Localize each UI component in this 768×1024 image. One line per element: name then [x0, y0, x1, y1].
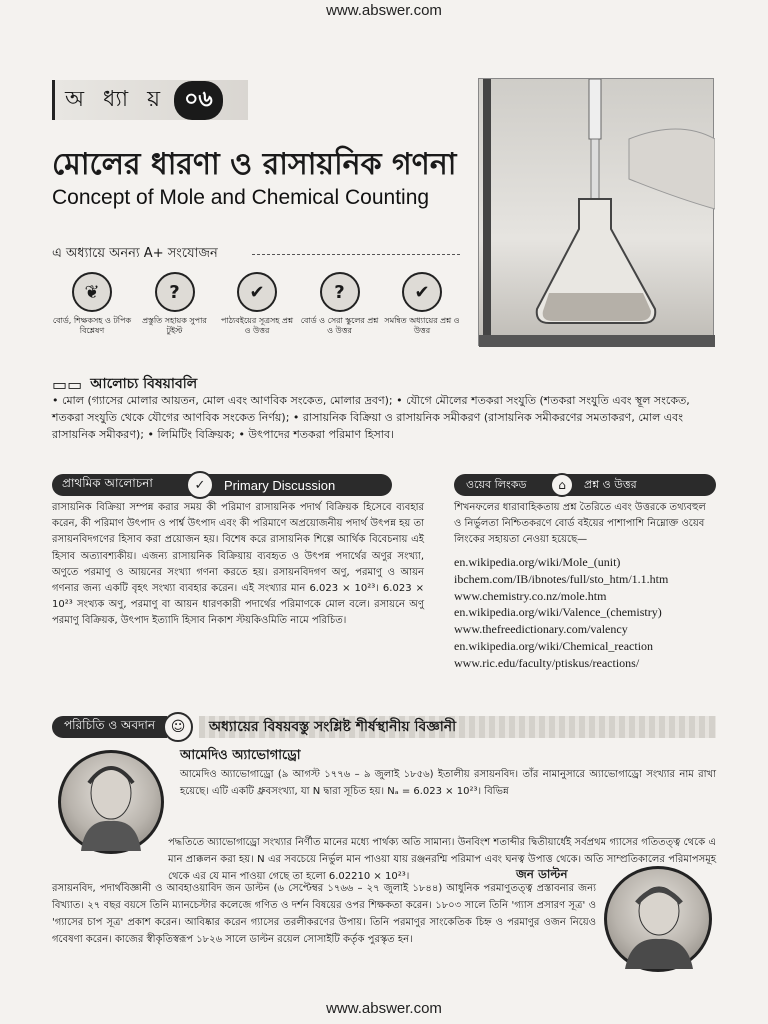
book-icon: ?: [320, 272, 360, 312]
book-open-icon: ▭▭: [52, 374, 83, 394]
feature-label: পাঠ্যবইয়ের সূত্রসহ প্রশ্ন ও উত্তর: [220, 316, 294, 335]
checkmark-icon: ✓: [186, 471, 214, 499]
badge-icon: ✔: [402, 272, 442, 312]
primary-discussion-text: রাসায়নিক বিক্রিয়া সম্পন্ন করার সময় কী পরিমাণ রাসায়নিক পদার্থ বিক্রিয়ক হিসেবে ব্যবহার করেন, কী পরিমাণ উৎপাদ ও পার্শ্ব উৎপাদ এবং কী পরিমাণে অপ্রয়োজনীয় পদার্থ উৎপন্ন হয় তা রসায়নবিদগণের হিসাব করা প্রয়োজন হয়। বিশেষ করে রাসায়নিক শিল্পে আর্থিক বিবেচনায় এই হিসাব অত্যাবশ্যকীয়। এজন্য রাসায়নিক বিক্রিয়ায় ব্যবহৃত ও উৎপন্ন পদার্থের অণুর সংখ্যা, অণুতে পরমাণু ও আয়নের সংখ্যা গণনা করতে হয়। রসায়নবিদগণ অণু, পরমাণু ও আয়ন গণনার জন্য একটি বৃহৎ সংখ্যা ব্যবহার করেন। এই সংখ্যার মান 6.023 × 10²³। 6.023 × 10²³ সংখ্যক অণু, পরমাণু বা আয়ন ধারণকারী পদার্থের পরিমাণকে মোল বলে। রসায়নে অণু পরমাণু বিক্রিয়ক, উৎপাদ ইত্যাদি হিসাব নিকাশ স্টয়কিওমিতি নামে পরিচিত।: [52, 502, 424, 627]
web-link[interactable]: www.ric.edu/faculty/ptiskus/reactions/: [454, 655, 640, 670]
lock-icon: ⌂: [550, 473, 574, 497]
primary-discussion-label-en: Primary Discussion: [224, 477, 336, 493]
leaf-icon: ❦: [72, 272, 112, 312]
topics-heading-text: আলোচ্য বিষয়াবলি: [90, 376, 198, 392]
dalton-portrait: [604, 866, 712, 972]
chapter-word: অ ধ্যা য়: [65, 86, 167, 112]
web-linked-header: [454, 474, 716, 496]
dalton-name: জন ডাল্টন: [516, 867, 568, 881]
feature-item: [382, 272, 462, 344]
scientists-label: পরিচিতি ও অবদান: [52, 716, 167, 738]
web-link[interactable]: ibchem.com/IB/ibnotes/full/sto_htm/1.1.htm: [454, 571, 669, 586]
flask-photo: [478, 78, 714, 346]
avogadro-bio: আমেদিও অ্যাভোগাড্রো (৯ আগস্ট ১৭৭৬ – ৯ জুলাই ১৮৫৬) ইতালীয় রসায়নবিদ। তাঁর নামানুসারে অ্যাভোগাড্রো সংখ্যার নাম রাখা হয়েছে। এটি একটি ধ্রুবসংখ্যা, যা N দ্বারা সূচিত হয়। Nₐ = 6.023 × 10²³। বিভিন্ন: [180, 769, 716, 797]
web-link[interactable]: en.wikipedia.org/wiki/Chemical_reaction: [454, 638, 654, 653]
dalton-figure: [607, 869, 709, 969]
feature-label: সমন্বিত অধ্যায়ের প্রশ্ন ও উত্তর: [384, 316, 460, 335]
chapter-badge: [52, 80, 248, 120]
check-icon: ✔: [237, 272, 277, 312]
flask-illustration: [479, 79, 715, 347]
web-linked-intro: শিখনফলের ধারাবাহিকতায় প্রশ্ন তৈরিতে এবং উত্তরকে তথ্যবহুল ও নির্ভুলতা নিশ্চিতকরণে বোর্ড বইয়ের পাশাপাশি নিম্নোক্ত ওয়েব লিংকের সহায়তা নেওয়া হয়েছে—: [454, 502, 706, 545]
chapter-number: ০৬: [174, 81, 223, 120]
chapter-title-en: Concept of Mole and Chemical Counting: [52, 186, 430, 209]
web-link[interactable]: www.thefreedictionary.com/valency: [454, 622, 628, 637]
primary-discussion-header: [52, 474, 392, 496]
qa-label: প্রশ্ন ও উত্তর: [584, 477, 637, 491]
topics-body: • মোল (গ্যাসের মোলার আয়তন, মোল এবং আণবিক সংকেত, মোলার দ্রবণ); • যৌগে মৌলের শতকরা সংযুতি (শতকরা সংযুতি এবং স্থূল সংকেত, শতকরা সংযুতি থেকে যৌগের আণবিক সংকেত নির্ণয়); • রাসায়নিক বিক্রিয়া ও রাসায়নিক সমীকরণ (রাসায়নিক সমীকরণের সমতাকরণ, মোল এবং রাসায়নিক সমীকরণ); • লিমিটিং বিক্রিয়ক; • উৎপাদের শতকরা পরিমাণ হিসাব।: [52, 394, 690, 441]
features-row: [52, 272, 462, 344]
feature-item: [135, 272, 215, 344]
web-link[interactable]: www.chemistry.co.nz/mole.htm: [454, 588, 607, 603]
feature-item: [217, 272, 297, 344]
scientists-header: [52, 714, 716, 740]
dalton-bio: রসায়নবিদ, পদার্থবিজ্ঞানী ও আবহাওয়াবিদ জন ডাল্টন (৬ সেপ্টেম্বর ১৭৬৬ – ২৭ জুলাই ১৮৪৪) আধুনিক পরমাণুতত্ত্ব প্রস্তাবনার জন্য বিখ্যাত। ২৭ বছর বয়সে তিনি ম্যানচেস্টার কলেজে গণিত ও দর্শন বিষয়ের ওপর শিক্ষকতা করেন। ১৮০৩ সালে তিনি 'গ্যাস প্রসারণ সূত্র' ও 'গ্যাসের চাপ সূত্র' প্রকাশ করেন। আবিষ্কার করেন গ্যাসের তরলীকরণের উপায়। তিনি পরমাণুর সাংকেতিক চিহ্ন ও পরমাণুর ওজন নিয়েও গবেষণা করেন। কাজের স্বীকৃতিস্বরূপ ১৮২৬ সালে ডাল্টন রয়েল সোসাইটি কর্তৃক পুরস্কৃত হন।: [52, 883, 596, 945]
person-icon: ☺: [163, 712, 193, 742]
avogadro-bio-cont: পদ্ধতিতে অ্যাভোগাড্রো সংখ্যার নির্ণীত মানের মধ্যে পার্থক্য অতি সামান্য। উনবিংশ শতাব্দীর দ্বিতীয়ার্ধেই সর্বপ্রথম গ্যাসের গতিতত্ত্ব থেকে এ মান প্রাক্কলন করা হয়। N এর সবচেয়ে নির্ভুল মান পাওয়া যায় রঞ্জনরশ্মি পরিমাপ এবং ঘনত্ব উপাত্ত থেকে। অতি সাম্প্রতিকালের পরিমাপসমূহ থেকে এর যে মান পাওয়া গেছে তা হলো 6.02210 × 10²³।: [168, 837, 716, 882]
avogadro-figure: [61, 753, 161, 851]
web-linked-label: ওয়েব লিংকড: [466, 477, 527, 491]
watermark-top: www.abswer.com: [326, 2, 442, 19]
features-label: এ অধ্যায়ে অনন্য A+ সংযোজন: [52, 246, 218, 261]
avogadro-portrait: [58, 750, 164, 854]
watermark-bottom: www.abswer.com: [326, 1000, 442, 1017]
primary-discussion-label-bn: প্রাথমিক আলোচনা: [62, 476, 153, 490]
feature-label: প্রস্তুতি সহায়ক সুপার টুইস্ট: [142, 316, 207, 335]
chapter-title-bn: মোলের ধারণা ও রাসায়নিক গণনা: [52, 147, 457, 182]
web-link[interactable]: en.wikipedia.org/wiki/Valence_(chemistry): [454, 605, 662, 620]
question-icon: ?: [155, 272, 195, 312]
feature-item: [300, 272, 380, 344]
scientists-subtitle: অধ্যায়ের বিষয়বস্তু সংশ্লিষ্ট শীর্ষস্থানীয় বিজ্ঞানী: [199, 716, 716, 738]
web-link[interactable]: en.wikipedia.org/wiki/Mole_(unit): [454, 555, 621, 569]
avogadro-name: আমেদিও অ্যাভোগাড্রো: [180, 748, 301, 763]
web-links-list: [454, 554, 716, 672]
feature-label: বোর্ড, শিক্ষকসহ ও টপিক বিশ্লেষণ: [52, 316, 132, 335]
feature-label: বোর্ড ও সেরা স্কুলের প্রশ্ন ও উত্তর: [300, 316, 379, 335]
feature-item: [52, 272, 132, 344]
features-divider: [252, 254, 460, 255]
